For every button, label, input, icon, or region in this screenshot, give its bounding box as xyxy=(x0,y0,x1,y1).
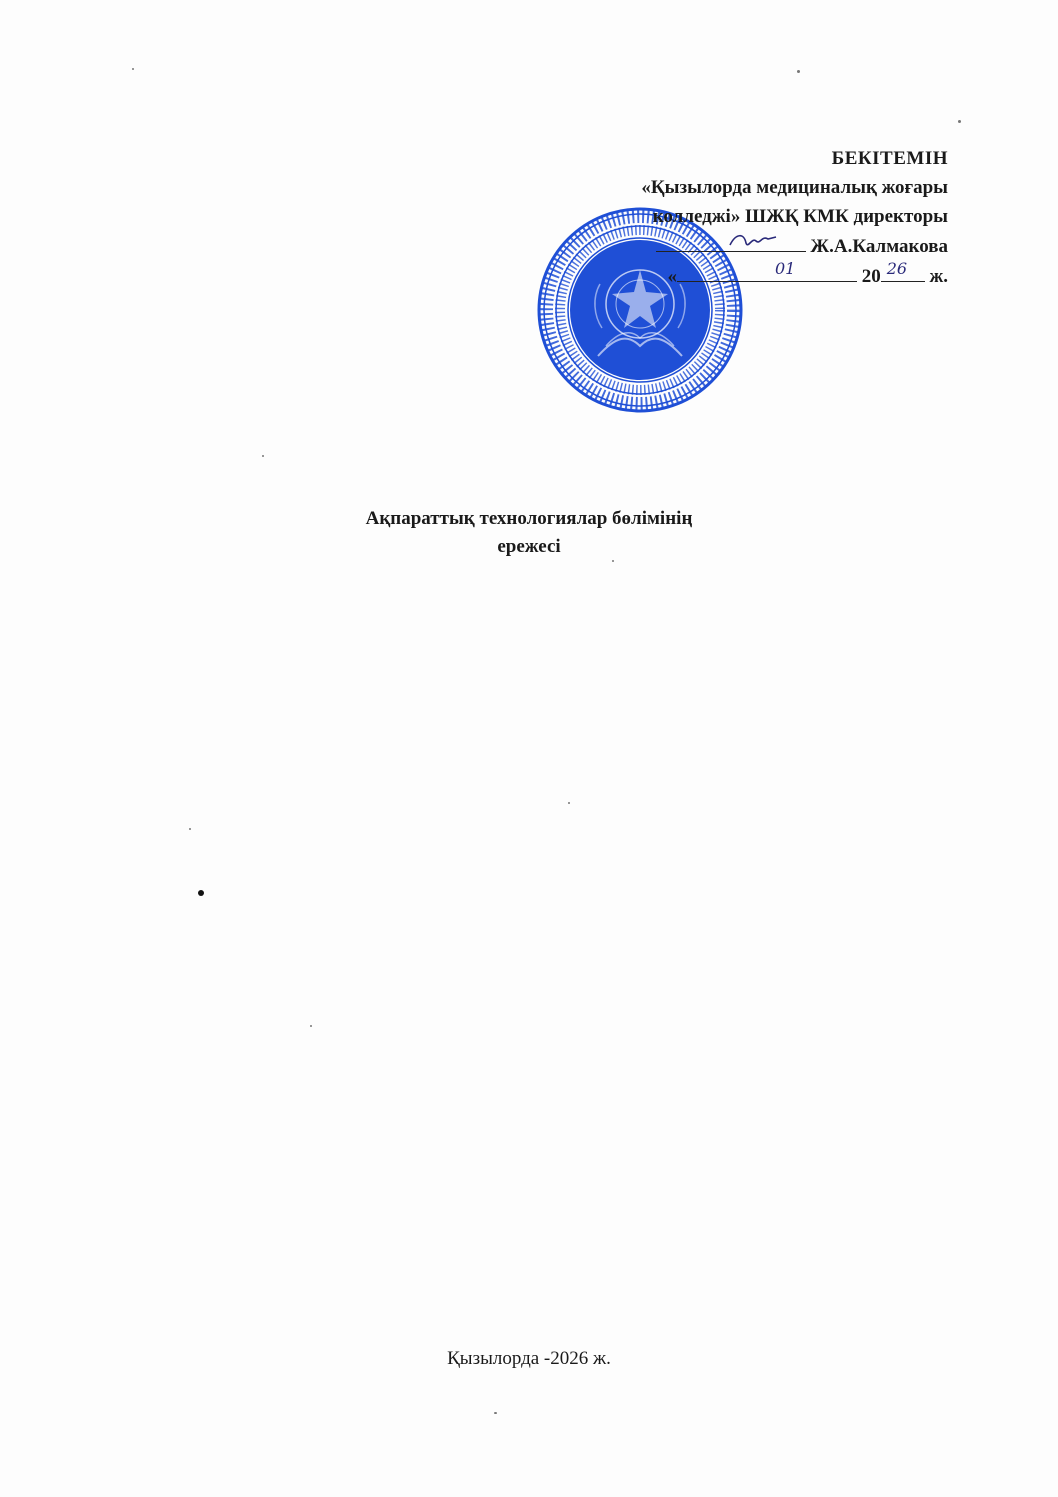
date-line xyxy=(518,261,948,291)
signature-line xyxy=(518,231,948,261)
date-year-handwritten: 26 xyxy=(886,259,908,278)
date-day-blank xyxy=(677,261,717,282)
date-month-handwritten: 01 xyxy=(774,259,796,278)
date-month-blank xyxy=(717,261,857,282)
approval-heading: БЕКІТЕМІН xyxy=(831,148,948,169)
approval-organization-line-1: «Қызылорда медициналық жоғары xyxy=(641,177,948,198)
approval-block xyxy=(518,144,948,291)
signature-blank xyxy=(656,231,806,252)
scan-speck xyxy=(198,890,204,896)
date-suffix: ж. xyxy=(929,266,948,287)
director-name: Ж.А.Калмакова xyxy=(810,236,948,257)
scan-speck xyxy=(958,120,961,123)
scan-speck xyxy=(494,1412,497,1414)
scan-speck xyxy=(132,68,134,70)
scan-speck xyxy=(310,1025,312,1027)
document-title xyxy=(0,505,1058,561)
scan-speck xyxy=(262,455,264,457)
document-title-line-1: Ақпараттық технологиялар бөлімінің xyxy=(365,508,693,529)
date-year-prefix: 20 xyxy=(861,266,881,287)
footer-place-date: Қызылорда -2026 ж. xyxy=(447,1348,611,1369)
date-open-quote: « xyxy=(667,266,677,287)
document-title-line-2: ережесі xyxy=(497,536,561,557)
scan-speck xyxy=(568,802,570,804)
date-year-blank xyxy=(881,261,925,282)
handwritten-signature-icon xyxy=(726,229,786,251)
scan-speck xyxy=(797,70,800,73)
approval-organization-line-2: колледжі» ШЖҚ КМК директоры xyxy=(652,206,948,227)
scan-speck xyxy=(189,828,191,830)
